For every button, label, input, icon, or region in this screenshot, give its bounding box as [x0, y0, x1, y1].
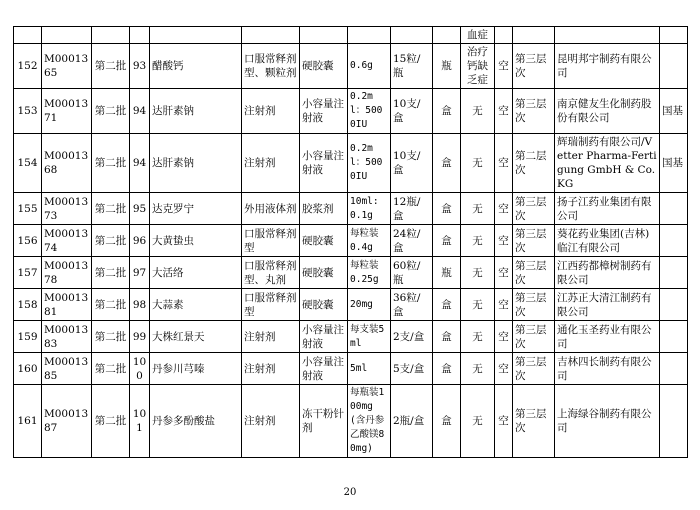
extra-cell — [660, 257, 688, 289]
extra-cell: 国基 — [660, 89, 688, 134]
spec-form-cell: 胶浆剂 — [300, 193, 348, 225]
no-cell: 159 — [14, 321, 42, 353]
level-cell: 第三层次 — [513, 225, 555, 257]
company-cell: 江西药都樟树制药有限公司 — [555, 257, 660, 289]
table-row — [14, 44, 688, 89]
spec-form-cell: 硬胶囊 — [300, 44, 348, 89]
batch-cell: 第二批 — [92, 257, 130, 289]
unit-cell: 盒 — [433, 321, 461, 353]
no-cell: 155 — [14, 193, 42, 225]
extra-cell — [660, 193, 688, 225]
note-cell: 治疗钙缺乏症 — [461, 44, 495, 89]
no-cell: 157 — [14, 257, 42, 289]
batch-cell: 第二批 — [92, 385, 130, 458]
spec-form-cell: 冻干粉针剂 — [300, 385, 348, 458]
name-cell: 大黄蛰虫 — [150, 225, 242, 257]
extra-cell — [660, 44, 688, 89]
pack-cell: 60粒/瓶 — [391, 257, 433, 289]
kong-cell: 空 — [495, 385, 513, 458]
form-cell: 外用液体剂 — [242, 193, 300, 225]
level-cell: 第三层次 — [513, 257, 555, 289]
pack-cell: 5支/盒 — [391, 353, 433, 385]
company-cell: 上海绿谷制药有限公司 — [555, 385, 660, 458]
unit-cell: 盒 — [433, 385, 461, 458]
batch-cell: 第二批 — [92, 44, 130, 89]
seq-cell: 94 — [130, 134, 150, 193]
unit-cell: 盒 — [433, 353, 461, 385]
code-cell: M0001383 — [42, 321, 92, 353]
batch-cell: 第二批 — [92, 134, 130, 193]
company-cell: 昆明邦宇制药有限公司 — [555, 44, 660, 89]
unit-cell: 盒 — [433, 134, 461, 193]
page-number: 20 — [343, 487, 357, 498]
seq-cell: 94 — [130, 89, 150, 134]
seq-cell: 99 — [130, 321, 150, 353]
kong-cell: 空 — [495, 353, 513, 385]
no-cell: 156 — [14, 225, 42, 257]
name-cell: 大蒜素 — [150, 289, 242, 321]
seq-cell: 93 — [130, 44, 150, 89]
code-cell: M0001371 — [42, 89, 92, 134]
extra-cell — [660, 385, 688, 458]
kong-cell: 空 — [495, 134, 513, 193]
name-cell: 达肝素钠 — [150, 89, 242, 134]
name-cell: 大活络 — [150, 257, 242, 289]
seq-cell: 97 — [130, 257, 150, 289]
level-cell: 第三层次 — [513, 89, 555, 134]
table-row — [14, 353, 688, 385]
company-cell: 辉瑞制药有限公司/Vetter Pharma-Fertigung GmbH & Co.KG — [555, 134, 660, 193]
table-row — [14, 225, 688, 257]
table-body — [14, 27, 688, 458]
spec-form-cell: 小容量注射液 — [300, 89, 348, 134]
no-cell: 152 — [14, 44, 42, 89]
batch-cell: 第二批 — [92, 89, 130, 134]
unit-cell: 盒 — [433, 89, 461, 134]
level-cell: 第三层次 — [513, 44, 555, 89]
pack-cell: 10支/盒 — [391, 89, 433, 134]
seq-cell: 100 — [130, 353, 150, 385]
pack-cell: 24粒/盒 — [391, 225, 433, 257]
strength-cell: 每粒装0.4g — [348, 225, 391, 257]
code-cell: M0001374 — [42, 225, 92, 257]
strength-cell: 每支装5ml — [348, 321, 391, 353]
unit-cell: 瓶 — [433, 257, 461, 289]
form-cell: 口服常释剂型、颗粒剂 — [242, 44, 300, 89]
pack-cell: 15粒/瓶 — [391, 44, 433, 89]
note-cell: 血症 — [461, 27, 495, 44]
no-cell: 153 — [14, 89, 42, 134]
form-cell: 注射剂 — [242, 321, 300, 353]
level-cell: 第三层次 — [513, 353, 555, 385]
table-row — [14, 385, 688, 458]
strength-cell: 每粒装0.25g — [348, 257, 391, 289]
note-cell: 无 — [461, 321, 495, 353]
name-cell: 丹参川芎嗪 — [150, 353, 242, 385]
seq-cell: 101 — [130, 385, 150, 458]
table-row — [14, 321, 688, 353]
name-cell: 达克罗宁 — [150, 193, 242, 225]
strength-cell: 5ml — [348, 353, 391, 385]
form-cell: 注射剂 — [242, 353, 300, 385]
batch-cell: 第二批 — [92, 353, 130, 385]
name-cell: 达肝素钠 — [150, 134, 242, 193]
code-cell: M0001387 — [42, 385, 92, 458]
note-cell: 无 — [461, 257, 495, 289]
name-cell: 醋酸钙 — [150, 44, 242, 89]
spec-form-cell: 小容量注射液 — [300, 321, 348, 353]
seq-cell: 98 — [130, 289, 150, 321]
batch-cell: 第二批 — [92, 321, 130, 353]
unit-cell: 盒 — [433, 193, 461, 225]
form-cell: 口服常释剂型 — [242, 225, 300, 257]
name-cell: 大株红景天 — [150, 321, 242, 353]
pack-cell: 2瓶/盒 — [391, 385, 433, 458]
drug-table — [13, 26, 688, 458]
form-cell: 注射剂 — [242, 385, 300, 458]
code-cell: M0001373 — [42, 193, 92, 225]
note-cell: 无 — [461, 193, 495, 225]
strength-cell: 每瓶装100mg(含丹参乙酸镁80mg) — [348, 385, 391, 458]
form-cell: 注射剂 — [242, 134, 300, 193]
company-cell: 扬子江药业集团有限公司 — [555, 193, 660, 225]
strength-cell: 0.2ml：5000IU — [348, 89, 391, 134]
kong-cell: 空 — [495, 225, 513, 257]
spec-form-cell: 硬胶囊 — [300, 289, 348, 321]
batch-cell: 第二批 — [92, 289, 130, 321]
extra-cell — [660, 225, 688, 257]
table-row — [14, 193, 688, 225]
strength-cell: 10ml:0.1g — [348, 193, 391, 225]
kong-cell: 空 — [495, 257, 513, 289]
code-cell: M0001365 — [42, 44, 92, 89]
seq-cell: 96 — [130, 225, 150, 257]
table-row — [14, 89, 688, 134]
level-cell: 第三层次 — [513, 193, 555, 225]
kong-cell: 空 — [495, 44, 513, 89]
batch-cell: 第二批 — [92, 225, 130, 257]
extra-cell — [660, 353, 688, 385]
spec-form-cell: 硬胶囊 — [300, 257, 348, 289]
company-cell: 江苏正大清江制药有限公司 — [555, 289, 660, 321]
seq-cell: 95 — [130, 193, 150, 225]
no-cell: 154 — [14, 134, 42, 193]
batch-cell: 第二批 — [92, 193, 130, 225]
form-cell: 口服常释剂型、丸剂 — [242, 257, 300, 289]
note-cell: 无 — [461, 225, 495, 257]
no-cell: 158 — [14, 289, 42, 321]
code-cell: M0001385 — [42, 353, 92, 385]
kong-cell: 空 — [495, 289, 513, 321]
extra-cell — [660, 321, 688, 353]
spec-form-cell: 小容量注射液 — [300, 134, 348, 193]
level-cell: 第三层次 — [513, 289, 555, 321]
note-cell: 无 — [461, 353, 495, 385]
note-cell: 无 — [461, 385, 495, 458]
note-cell: 无 — [461, 134, 495, 193]
code-cell: M0001381 — [42, 289, 92, 321]
unit-cell: 瓶 — [433, 44, 461, 89]
spec-form-cell: 硬胶囊 — [300, 225, 348, 257]
kong-cell: 空 — [495, 193, 513, 225]
note-cell: 无 — [461, 89, 495, 134]
form-cell: 口服常释剂型 — [242, 289, 300, 321]
table-row — [14, 289, 688, 321]
form-cell: 注射剂 — [242, 89, 300, 134]
name-cell: 丹参多酚酸盐 — [150, 385, 242, 458]
no-cell: 160 — [14, 353, 42, 385]
level-cell: 第三层次 — [513, 385, 555, 458]
kong-cell: 空 — [495, 89, 513, 134]
code-cell: M0001378 — [42, 257, 92, 289]
pack-cell: 36粒/盒 — [391, 289, 433, 321]
unit-cell: 盒 — [433, 225, 461, 257]
kong-cell: 空 — [495, 321, 513, 353]
strength-cell: 0.2ml：5000IU — [348, 134, 391, 193]
company-cell: 通化玉圣药业有限公司 — [555, 321, 660, 353]
table-row — [14, 257, 688, 289]
level-cell: 第二层次 — [513, 134, 555, 193]
level-cell: 第三层次 — [513, 321, 555, 353]
pack-cell: 2支/盒 — [391, 321, 433, 353]
extra-cell: 国基 — [660, 134, 688, 193]
company-cell: 吉林四长制药有限公司 — [555, 353, 660, 385]
company-cell: 葵花药业集团(吉林)临江有限公司 — [555, 225, 660, 257]
unit-cell: 盒 — [433, 289, 461, 321]
spec-form-cell: 小容量注射液 — [300, 353, 348, 385]
note-cell: 无 — [461, 289, 495, 321]
code-cell: M0001368 — [42, 134, 92, 193]
strength-cell: 0.6g — [348, 44, 391, 89]
pack-cell: 10支/盒 — [391, 134, 433, 193]
pack-cell: 12瓶/盒 — [391, 193, 433, 225]
no-cell: 161 — [14, 385, 42, 458]
strength-cell: 20mg — [348, 289, 391, 321]
company-cell: 南京健友生化制药股份有限公司 — [555, 89, 660, 134]
table-row — [14, 27, 688, 44]
extra-cell — [660, 289, 688, 321]
table-row — [14, 134, 688, 193]
